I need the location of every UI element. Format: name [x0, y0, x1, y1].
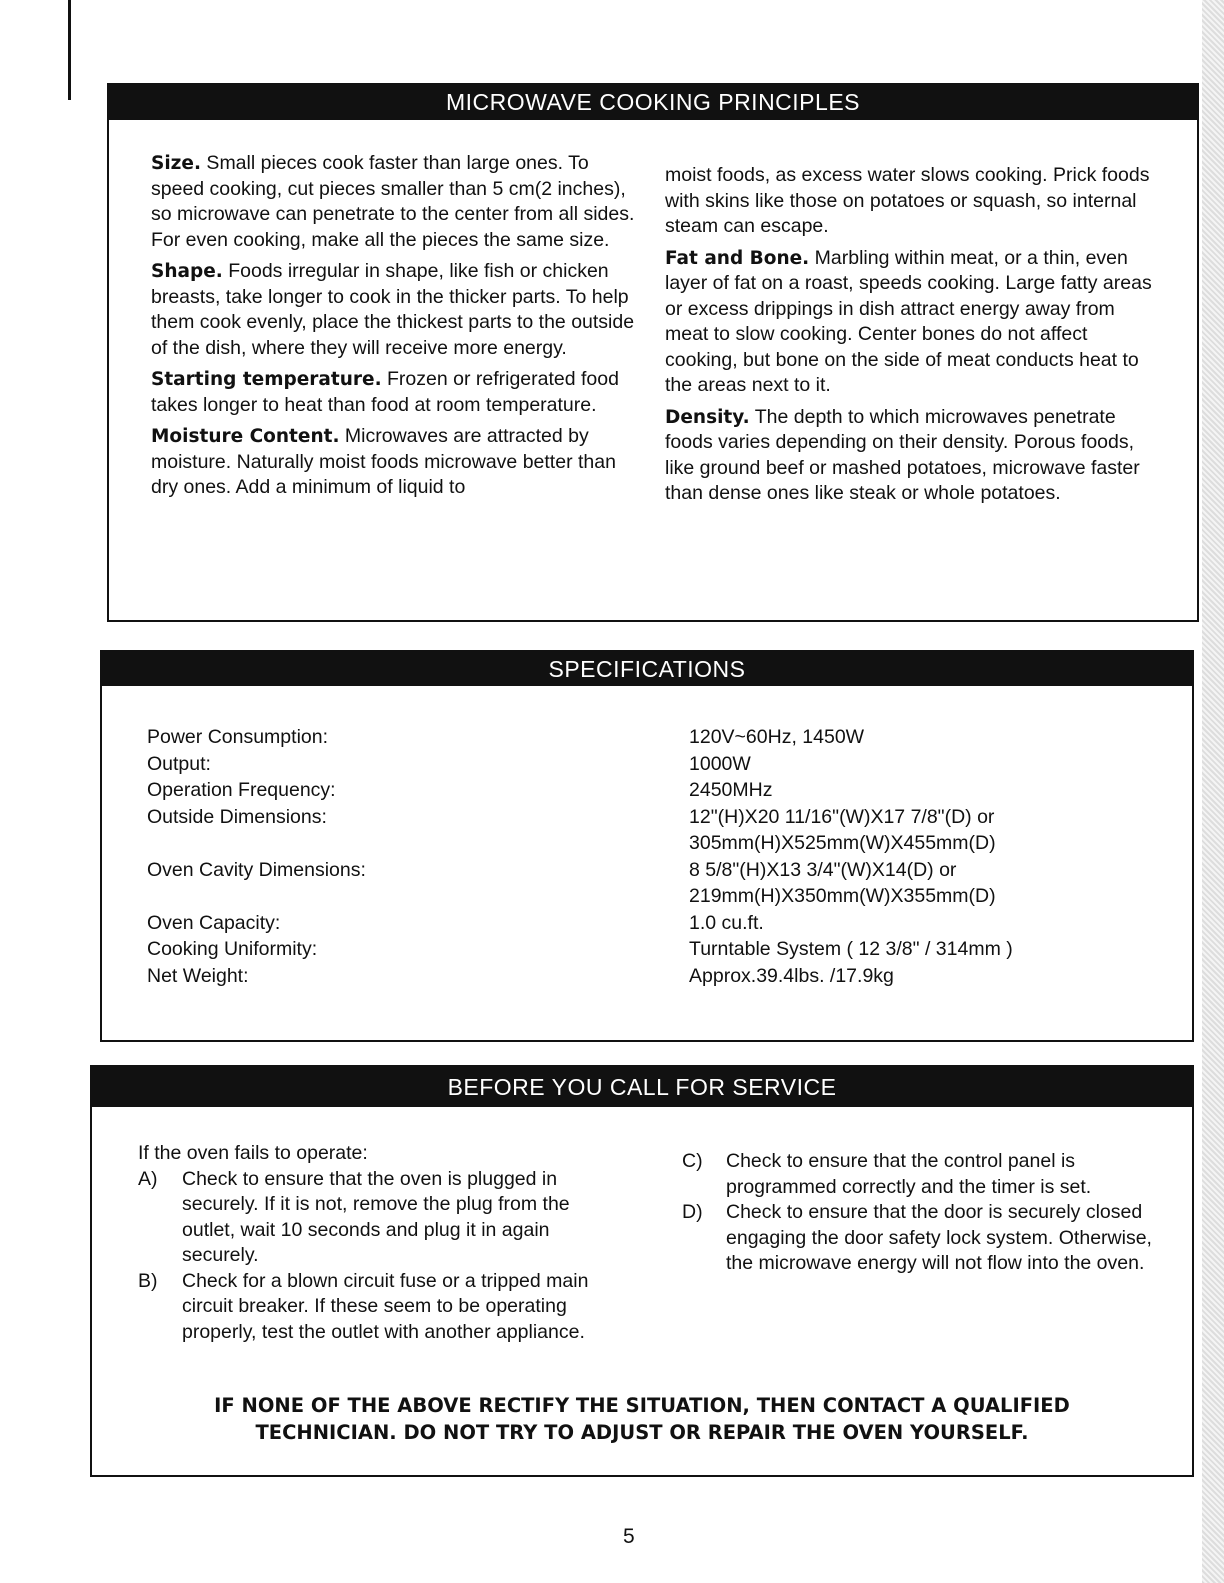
service-right-column: [682, 1149, 1152, 1277]
text: moist foods, as excess water slows cooking. Prick foods with skins like those on potatoes or squash, so internal steam can escape.: [665, 164, 1150, 237]
list-item: [138, 1167, 608, 1269]
principles-left-column: [151, 151, 641, 507]
spec-label: Operation Frequency:: [147, 779, 336, 801]
paragraph: [151, 259, 641, 361]
specifications-section: [100, 650, 1194, 1042]
spec-label: Output:: [147, 752, 211, 775]
spec-value: 1000W: [689, 752, 751, 775]
spec-value: 8 5/8"(H)X13 3/4"(W)X14(D) or: [689, 858, 957, 881]
warning-line: TECHNICIAN. DO NOT TRY TO ADJUST OR REPAIR THE OVEN YOURSELF.: [255, 1421, 1029, 1444]
paragraph: [665, 405, 1155, 507]
spec-value: 305mm(H)X525mm(W)X455mm(D): [689, 832, 996, 854]
item-text: Check to ensure that the control panel is programmed correctly and the timer is set.: [726, 1150, 1092, 1198]
text: Foods irregular in shape, like fish or chicken breasts, take longer to cook in the thicker parts. To help them cook evenly, place the thickest parts to the outside of the dish, where they will receive more energy.: [151, 260, 635, 359]
spec-labels: [147, 724, 366, 989]
spec-label: Oven Capacity:: [147, 911, 281, 934]
spec-label: Net Weight:: [147, 964, 249, 987]
intro-text: If the oven fails to operate:: [138, 1142, 368, 1164]
spec-label: Cooking Uniformity:: [147, 938, 318, 960]
item-text: Check for a blown circuit fuse or a tripped main circuit breaker. If these seem to be operating properly, test the outlet with another appliance.: [182, 1269, 589, 1343]
service-section: [90, 1065, 1194, 1477]
paragraph: [151, 151, 641, 253]
list-item: [682, 1149, 1152, 1200]
text: Small pieces cook faster than large ones. To speed cooking, cut pieces smaller than 5 cm(2 inches), so microwave can penetrate to the center from all sides. For even cooking, make all the pieces the same size.: [151, 152, 635, 251]
spec-value: 12"(H)X20 11/16"(W)X17 7/8"(D) or: [689, 805, 995, 828]
heading: Fat and Bone.: [665, 247, 810, 269]
spec-label: Outside Dimensions:: [147, 805, 327, 828]
principles-section: [107, 83, 1199, 622]
section-title: SPECIFICATIONS: [102, 652, 1192, 686]
paragraph: [151, 367, 641, 418]
list-item: [138, 1269, 608, 1346]
list-item: [682, 1200, 1152, 1277]
item-key: B): [138, 1269, 158, 1292]
principles-right-column: [665, 163, 1155, 513]
page-number: 5: [623, 1525, 635, 1548]
spec-label: Oven Cavity Dimensions:: [147, 858, 366, 881]
text: Microwaves are attracted by moisture. Naturally moist foods microwave better than dry ones. Add a minimum of liquid to: [151, 425, 616, 498]
item-key: C): [682, 1150, 703, 1172]
paragraph: [151, 424, 641, 501]
heading: Moisture Content.: [151, 426, 340, 447]
spec-value: 219mm(H)X350mm(W)X355mm(D): [689, 885, 996, 907]
paragraph: [665, 246, 1155, 399]
spec-value: 1.0 cu.ft.: [689, 911, 764, 934]
spec-value: 2450MHz: [689, 779, 773, 801]
warning-line: IF NONE OF THE ABOVE RECTIFY THE SITUATION, THEN CONTACT A QUALIFIED: [214, 1394, 1070, 1417]
scan-margin: [1202, 0, 1224, 1583]
item-text: Check to ensure that the oven is plugged in securely. If it is not, remove the plug from the outlet, wait 10 seconds and plug it in again securely.: [182, 1167, 570, 1266]
warning-text: [92, 1392, 1192, 1446]
paragraph: [665, 163, 1155, 240]
heading: Size.: [151, 153, 202, 174]
spec-value: 120V~60Hz, 1450W: [689, 726, 865, 748]
spec-label: Power Consumption:: [147, 726, 329, 748]
text: Marbling within meat, or a thin, even layer of fat on a roast, speeds cooking. Large fatty areas or excess drippings in dish attract energy away from meat to slow cooking. Center bones do not affect cooking, but bone on the side of meat conducts heat to the areas next to it.: [665, 246, 1152, 396]
text: Frozen or refrigerated food takes longer to heat than food at room temperature.: [151, 368, 619, 416]
item-key: A): [138, 1167, 158, 1190]
item-text: Check to ensure that the door is securely closed engaging the door safety lock system. Otherwise, the microwave energy will not flow into the oven.: [726, 1201, 1152, 1274]
heading: Density.: [665, 406, 750, 428]
spec-value: Approx.39.4lbs. /17.9kg: [689, 964, 894, 987]
service-left-column: [138, 1141, 608, 1345]
section-title: MICROWAVE COOKING PRINCIPLES: [109, 85, 1197, 120]
scan-edge-line: [68, 0, 71, 100]
text: The depth to which microwaves penetrate foods varies depending on their density. Porous foods, like ground beef or mashed potatoes, microwave faster than dense ones like steak or whole potatoes.: [665, 405, 1140, 504]
heading: Shape.: [151, 261, 223, 282]
section-title: BEFORE YOU CALL FOR SERVICE: [92, 1067, 1192, 1107]
spec-value: Turntable System ( 12 3/8" / 314mm ): [689, 938, 1013, 960]
spec-values: [689, 724, 1013, 989]
heading: Starting temperature.: [151, 369, 382, 390]
item-key: D): [682, 1201, 703, 1223]
